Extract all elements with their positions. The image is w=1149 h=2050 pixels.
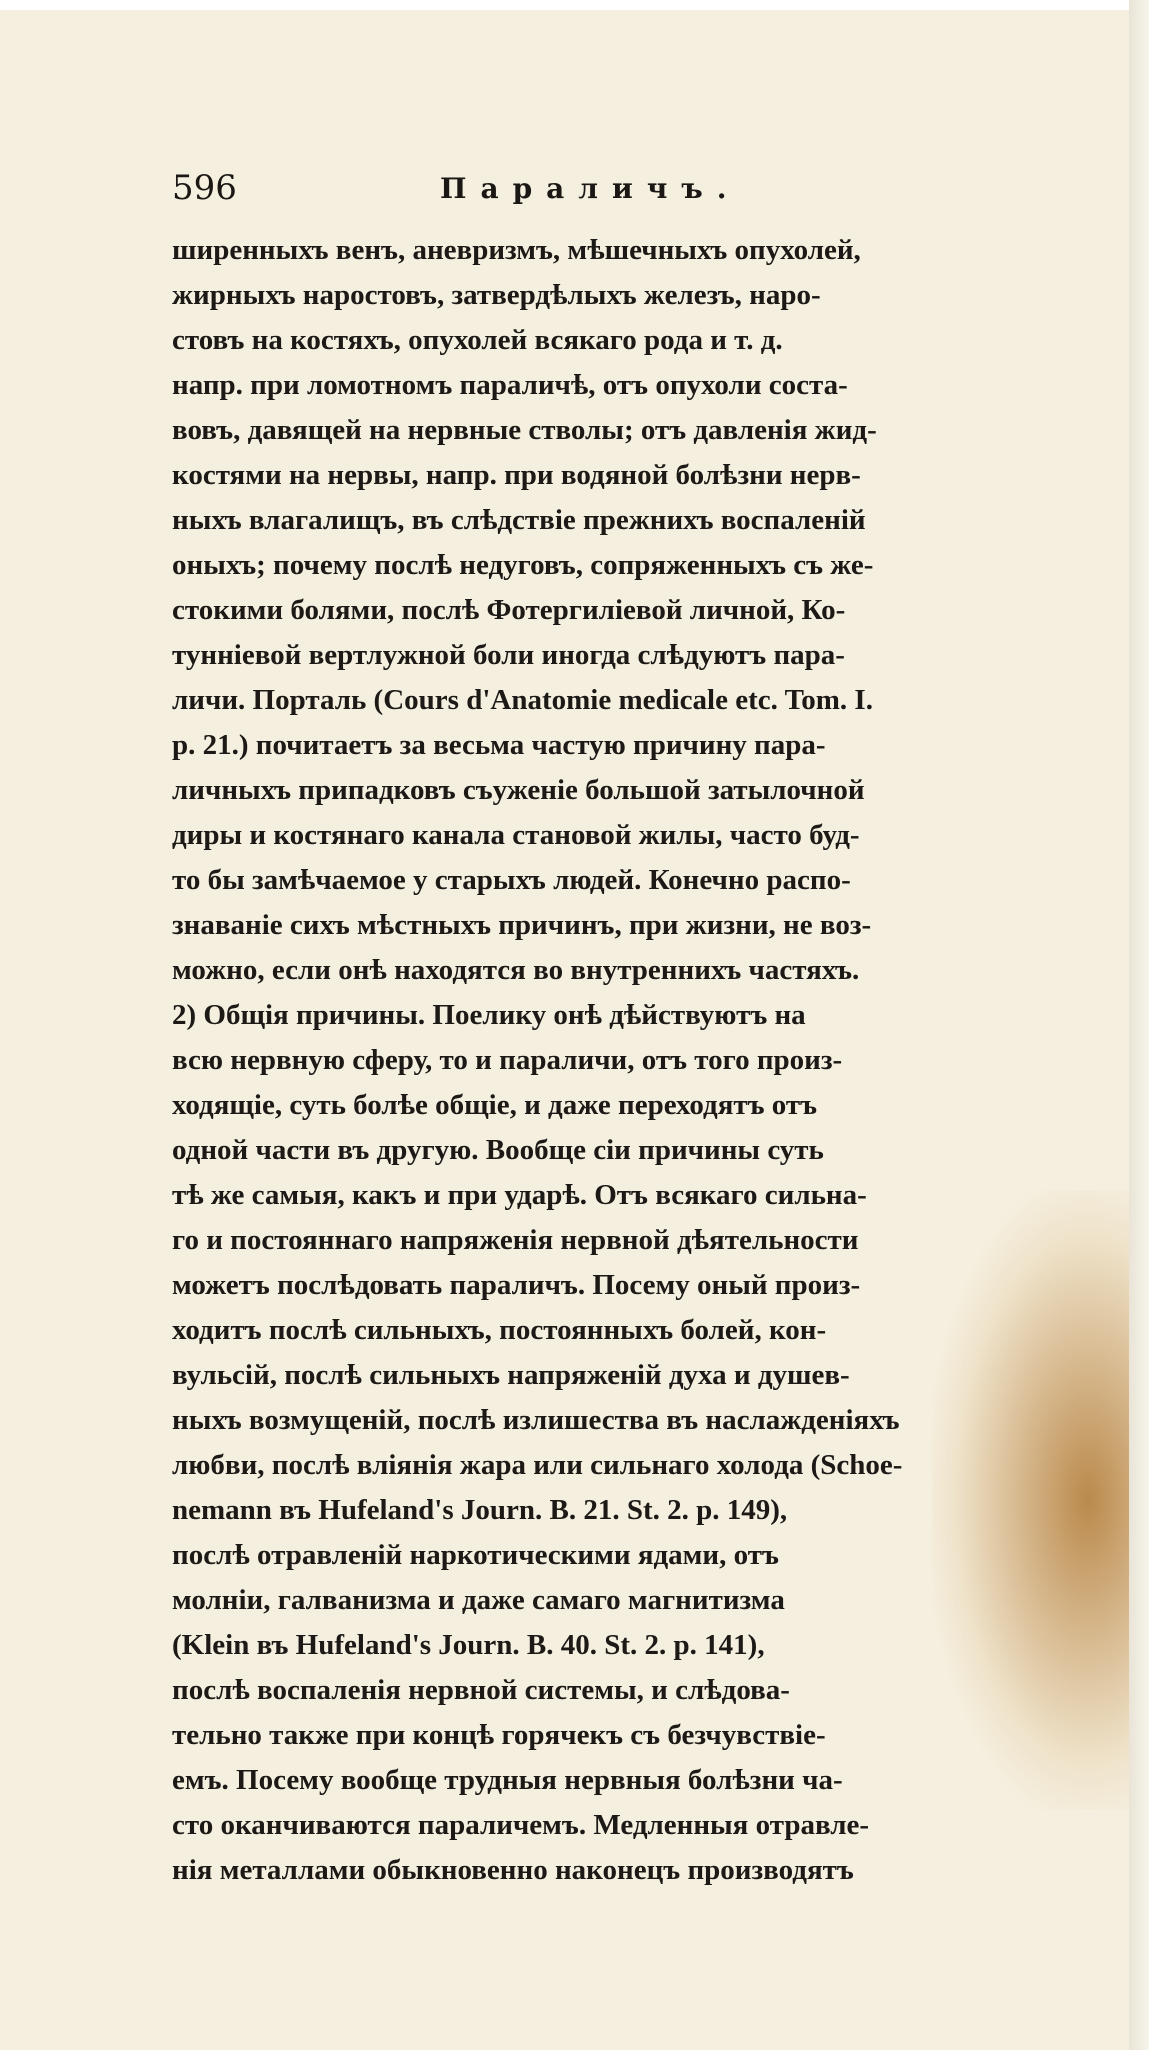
body-text [172, 228, 1062, 1893]
text-line: послѣ воспаленія нервной системы, и слѣдова- [172, 1674, 790, 1706]
text-line: молніи, галванизма и даже самаго магнитизма [172, 1584, 785, 1616]
text-line: 2) Общія причины. Поелику онѣ дѣйствуютъ на [172, 999, 806, 1031]
text-line: емъ. Посему вообще трудныя нервныя болѣзни ча- [172, 1764, 843, 1796]
text-line: нія металлами обыкновенно наконецъ производятъ [172, 1854, 854, 1886]
text-line: можно, если онѣ находятся во внутреннихъ частяхъ. [172, 954, 860, 986]
text-line: напр. при ломотномъ параличѣ, отъ опухоли соста- [172, 369, 848, 401]
page-number: 596 [172, 168, 237, 208]
text-line: ныхъ влагалищъ, въ слѣдствіе прежнихъ воспаленій [172, 504, 866, 536]
text-line: стокими болями, послѣ Фотергиліевой личной, Ко- [172, 594, 846, 626]
text-line: оныхъ; почему послѣ недуговъ, сопряженныхъ съ же- [172, 549, 874, 581]
text-line: nemann въ Hufeland's Journ. B. 21. St. 2. p. 149), [172, 1494, 788, 1526]
book-page [0, 10, 1132, 2050]
text-line: тѣ же самыя, какъ и при ударѣ. Отъ всякаго сильна- [172, 1179, 867, 1211]
text-line: вульсій, послѣ сильныхъ напряженій духа и душев- [172, 1359, 850, 1391]
page-header [172, 168, 1072, 208]
text-line: костями на нервы, напр. при водяной болѣзни нерв- [172, 459, 861, 491]
text-line: послѣ отравленій наркотическими ядами, отъ [172, 1539, 779, 1571]
text-line: стовъ на костяхъ, опухолей всякаго рода и т. д. [172, 324, 783, 356]
text-line: можетъ послѣдовать параличъ. Посему оный произ- [172, 1269, 861, 1301]
text-line: ширенныхъ венъ, аневризмъ, мѣшечныхъ опухолей, [172, 234, 861, 266]
page-edge [1129, 0, 1149, 2050]
text-line: го и постояннаго напряженія нервной дѣятельности [172, 1224, 859, 1256]
text-line: ходитъ послѣ сильныхъ, постоянныхъ болей, кон- [172, 1314, 827, 1346]
text-line: (Klein въ Hufeland's Journ. B. 40. St. 2. p. 141), [172, 1629, 765, 1661]
text-line: p. 21.) почитаетъ за весьма частую причину пара- [172, 729, 826, 761]
text-line: личи. Порталь (Cours d'Anatomie medicale etc. Tom. I. [172, 684, 873, 716]
text-line: ходящіе, суть болѣе общіе, и даже переходятъ отъ [172, 1089, 818, 1121]
text-line: вовъ, давящей на нервные стволы; отъ давленія жид- [172, 414, 877, 446]
text-line: то бы замѣчаемое у старыхъ людей. Конечно распо- [172, 864, 851, 896]
text-line: любви, послѣ вліянія жара или сильнаго холода (Schoe- [172, 1449, 903, 1481]
text-line: знаваніе сихъ мѣстныхъ причинъ, при жизни, не воз- [172, 909, 872, 941]
text-line: сто оканчиваются параличемъ. Медленныя отравле- [172, 1809, 870, 1841]
text-line: личныхъ припадковъ съуженіе большой затылочной [172, 774, 865, 806]
text-line: одной части въ другую. Вообще сіи причины суть [172, 1134, 824, 1166]
text-line: ныхъ возмущеній, послѣ излишества въ наслажденіяхъ [172, 1404, 900, 1436]
text-line: жирныхъ наростовъ, затвердѣлыхъ железъ, наро- [172, 279, 821, 311]
text-line: всю нервную сферу, то и параличи, отъ того произ- [172, 1044, 843, 1076]
text-line: тельно также при концѣ горячекъ съ безчувствіе- [172, 1719, 826, 1751]
text-line: тунніевой вертлужной боли иногда слѣдуютъ пара- [172, 639, 845, 671]
running-title: Параличъ. [440, 172, 741, 205]
text-line: диры и костянаго канала становой жилы, часто буд- [172, 819, 860, 851]
